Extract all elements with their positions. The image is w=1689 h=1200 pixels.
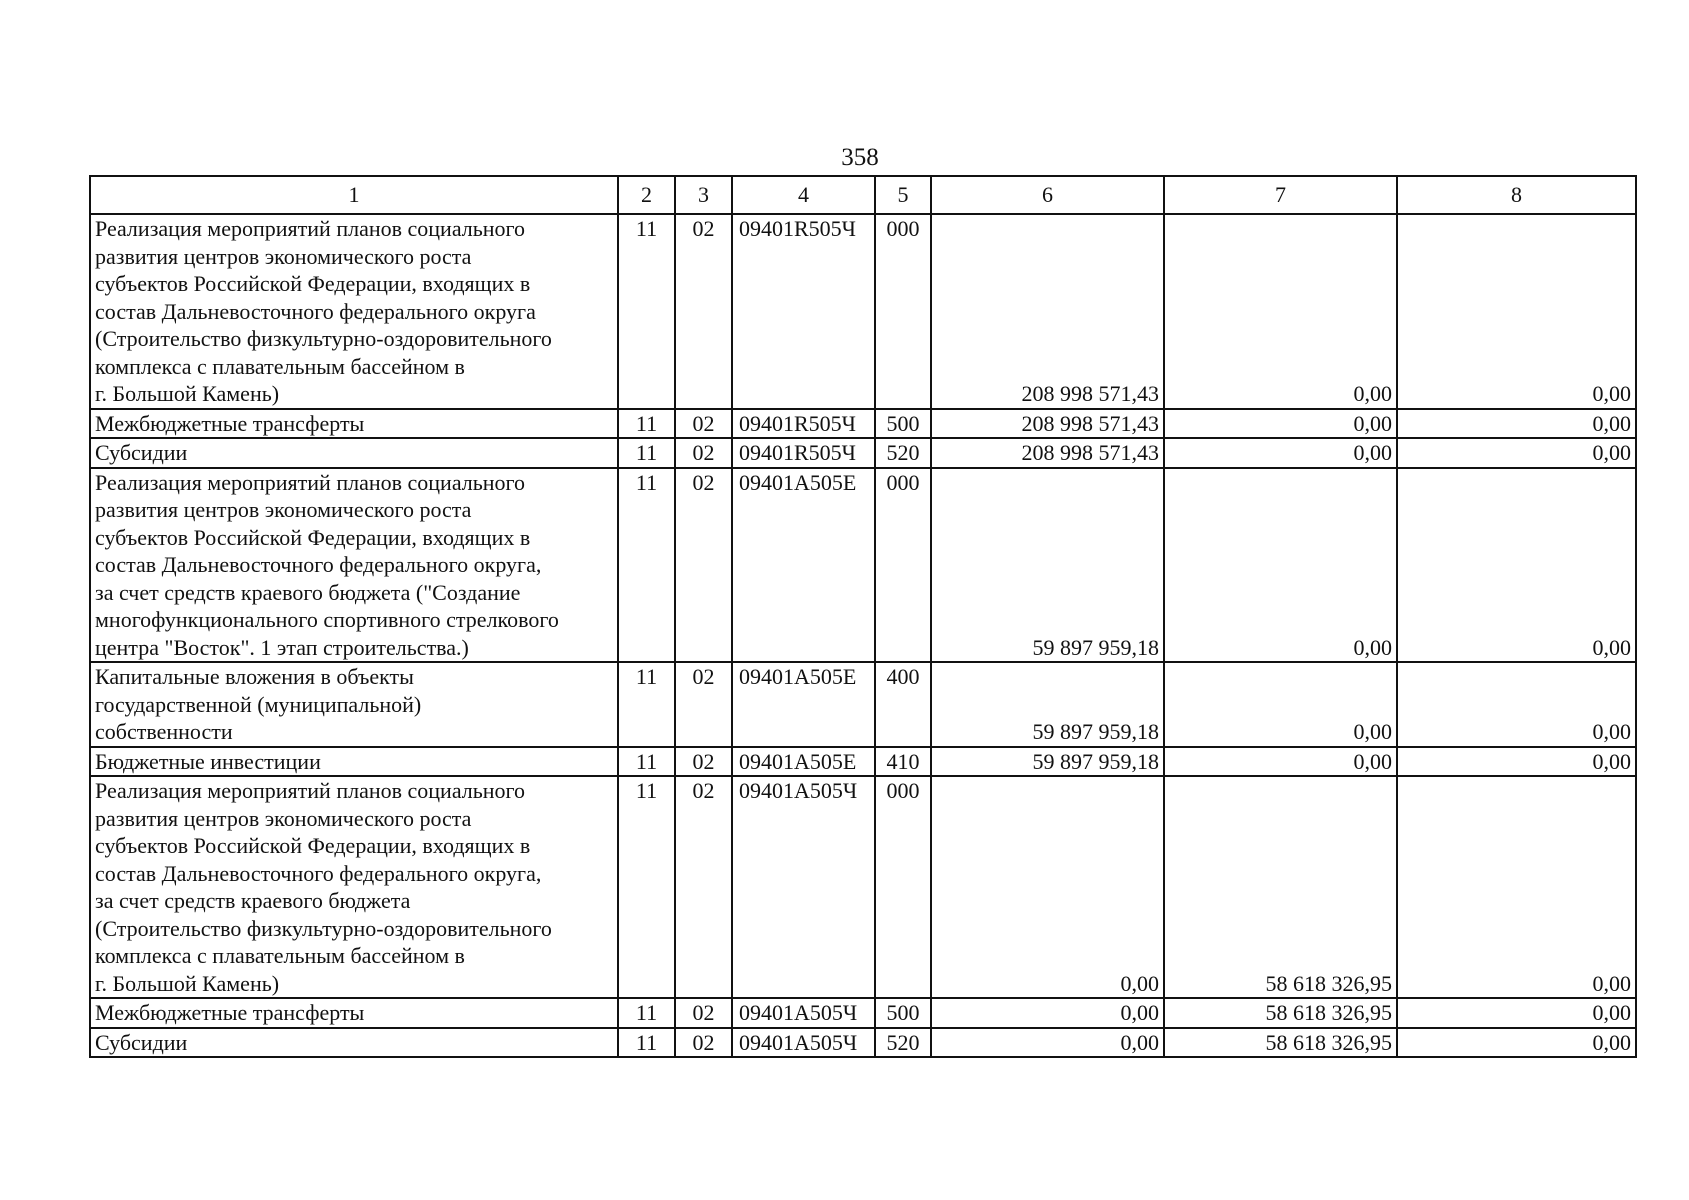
subsection-code: 02 bbox=[675, 1028, 732, 1058]
amount-col-7: 58 618 326,95 bbox=[1164, 1028, 1397, 1058]
target-article-code: 09401A505E bbox=[732, 747, 875, 777]
table-row bbox=[90, 214, 1636, 409]
section-code: 11 bbox=[618, 409, 675, 439]
target-article-code: 09401A505Ч bbox=[732, 776, 875, 998]
table-row bbox=[90, 468, 1636, 663]
amount-col-7: 0,00 bbox=[1164, 662, 1397, 747]
target-article-code: 09401A505Ч bbox=[732, 1028, 875, 1058]
section-code: 11 bbox=[618, 214, 675, 409]
table-row bbox=[90, 662, 1636, 747]
section-code: 11 bbox=[618, 662, 675, 747]
amount-col-7: 0,00 bbox=[1164, 438, 1397, 468]
target-article-code: 09401A505Ч bbox=[732, 998, 875, 1028]
amount-col-8: 0,00 bbox=[1397, 776, 1636, 998]
amount-col-7: 0,00 bbox=[1164, 747, 1397, 777]
section-code: 11 bbox=[618, 998, 675, 1028]
column-number-1: 1 bbox=[90, 176, 618, 214]
expense-type-code: 400 bbox=[875, 662, 931, 747]
target-article-code: 09401R505Ч bbox=[732, 409, 875, 439]
row-name: Реализация мероприятий планов социального развития центров экономического роста субъектов Российской Федерации, входящих в состав Дальневосточного федерального округа, за счет средств краевого бюджета (Строительство физкультурно-оздоровительного комплекса с плавательным бассейном в г. Большой Камень) bbox=[90, 776, 618, 998]
table-body bbox=[90, 176, 1636, 1057]
expense-type-code: 500 bbox=[875, 998, 931, 1028]
amount-col-8: 0,00 bbox=[1397, 998, 1636, 1028]
expense-type-code: 500 bbox=[875, 409, 931, 439]
amount-col-7: 58 618 326,95 bbox=[1164, 776, 1397, 998]
subsection-code: 02 bbox=[675, 998, 732, 1028]
amount-col-7: 0,00 bbox=[1164, 409, 1397, 439]
section-code: 11 bbox=[618, 1028, 675, 1058]
target-article-code: 09401R505Ч bbox=[732, 438, 875, 468]
amount-col-8: 0,00 bbox=[1397, 747, 1636, 777]
expense-type-code: 410 bbox=[875, 747, 931, 777]
row-name: Межбюджетные трансферты bbox=[90, 998, 618, 1028]
expense-type-code: 520 bbox=[875, 1028, 931, 1058]
amount-col-6: 0,00 bbox=[931, 1028, 1164, 1058]
amount-col-6: 0,00 bbox=[931, 776, 1164, 998]
table-row bbox=[90, 776, 1636, 998]
row-name: Бюджетные инвестиции bbox=[90, 747, 618, 777]
table-row bbox=[90, 747, 1636, 777]
amount-col-6: 59 897 959,18 bbox=[931, 747, 1164, 777]
subsection-code: 02 bbox=[675, 747, 732, 777]
amount-col-8: 0,00 bbox=[1397, 438, 1636, 468]
section-code: 11 bbox=[618, 747, 675, 777]
amount-col-6: 59 897 959,18 bbox=[931, 468, 1164, 663]
target-article-code: 09401A505E bbox=[732, 468, 875, 663]
row-name: Субсидии bbox=[90, 438, 618, 468]
table-row bbox=[90, 998, 1636, 1028]
subsection-code: 02 bbox=[675, 214, 732, 409]
expense-type-code: 520 bbox=[875, 438, 931, 468]
section-code: 11 bbox=[618, 438, 675, 468]
amount-col-8: 0,00 bbox=[1397, 1028, 1636, 1058]
subsection-code: 02 bbox=[675, 409, 732, 439]
page-number: 358 bbox=[841, 144, 879, 171]
row-name: Межбюджетные трансферты bbox=[90, 409, 618, 439]
amount-col-8: 0,00 bbox=[1397, 662, 1636, 747]
column-number-4: 4 bbox=[732, 176, 875, 214]
subsection-code: 02 bbox=[675, 438, 732, 468]
amount-col-7: 0,00 bbox=[1164, 468, 1397, 663]
expense-type-code: 000 bbox=[875, 214, 931, 409]
column-number-6: 6 bbox=[931, 176, 1164, 214]
row-name: Субсидии bbox=[90, 1028, 618, 1058]
row-name: Реализация мероприятий планов социального развития центров экономического роста субъектов Российской Федерации, входящих в состав Дальневосточного федерального округа, за счет средств краевого бюджета ("Создание многофункционального спортивного стрелкового центра "Восток". 1 этап строительства.) bbox=[90, 468, 618, 663]
column-number-8: 8 bbox=[1397, 176, 1636, 214]
amount-col-6: 208 998 571,43 bbox=[931, 214, 1164, 409]
row-name: Реализация мероприятий планов социального развития центров экономического роста субъектов Российской Федерации, входящих в состав Дальневосточного федерального округа (Строительство физкультурно-оздоровительного комплекса с плавательным бассейном в г. Большой Камень) bbox=[90, 214, 618, 409]
subsection-code: 02 bbox=[675, 776, 732, 998]
amount-col-6: 0,00 bbox=[931, 998, 1164, 1028]
amount-col-6: 208 998 571,43 bbox=[931, 409, 1164, 439]
amount-col-8: 0,00 bbox=[1397, 468, 1636, 663]
amount-col-7: 0,00 bbox=[1164, 214, 1397, 409]
expense-type-code: 000 bbox=[875, 776, 931, 998]
amount-col-7: 58 618 326,95 bbox=[1164, 998, 1397, 1028]
amount-col-6: 59 897 959,18 bbox=[931, 662, 1164, 747]
section-code: 11 bbox=[618, 776, 675, 998]
target-article-code: 09401A505E bbox=[732, 662, 875, 747]
column-number-row bbox=[90, 176, 1636, 214]
amount-col-8: 0,00 bbox=[1397, 409, 1636, 439]
budget-table bbox=[89, 175, 1637, 1058]
table-row bbox=[90, 438, 1636, 468]
column-number-7: 7 bbox=[1164, 176, 1397, 214]
table-row bbox=[90, 409, 1636, 439]
subsection-code: 02 bbox=[675, 662, 732, 747]
column-number-3: 3 bbox=[675, 176, 732, 214]
amount-col-8: 0,00 bbox=[1397, 214, 1636, 409]
table-row bbox=[90, 1028, 1636, 1058]
column-number-2: 2 bbox=[618, 176, 675, 214]
column-number-5: 5 bbox=[875, 176, 931, 214]
target-article-code: 09401R505Ч bbox=[732, 214, 875, 409]
section-code: 11 bbox=[618, 468, 675, 663]
expense-type-code: 000 bbox=[875, 468, 931, 663]
subsection-code: 02 bbox=[675, 468, 732, 663]
row-name: Капитальные вложения в объекты государственной (муниципальной) собственности bbox=[90, 662, 618, 747]
amount-col-6: 208 998 571,43 bbox=[931, 438, 1164, 468]
